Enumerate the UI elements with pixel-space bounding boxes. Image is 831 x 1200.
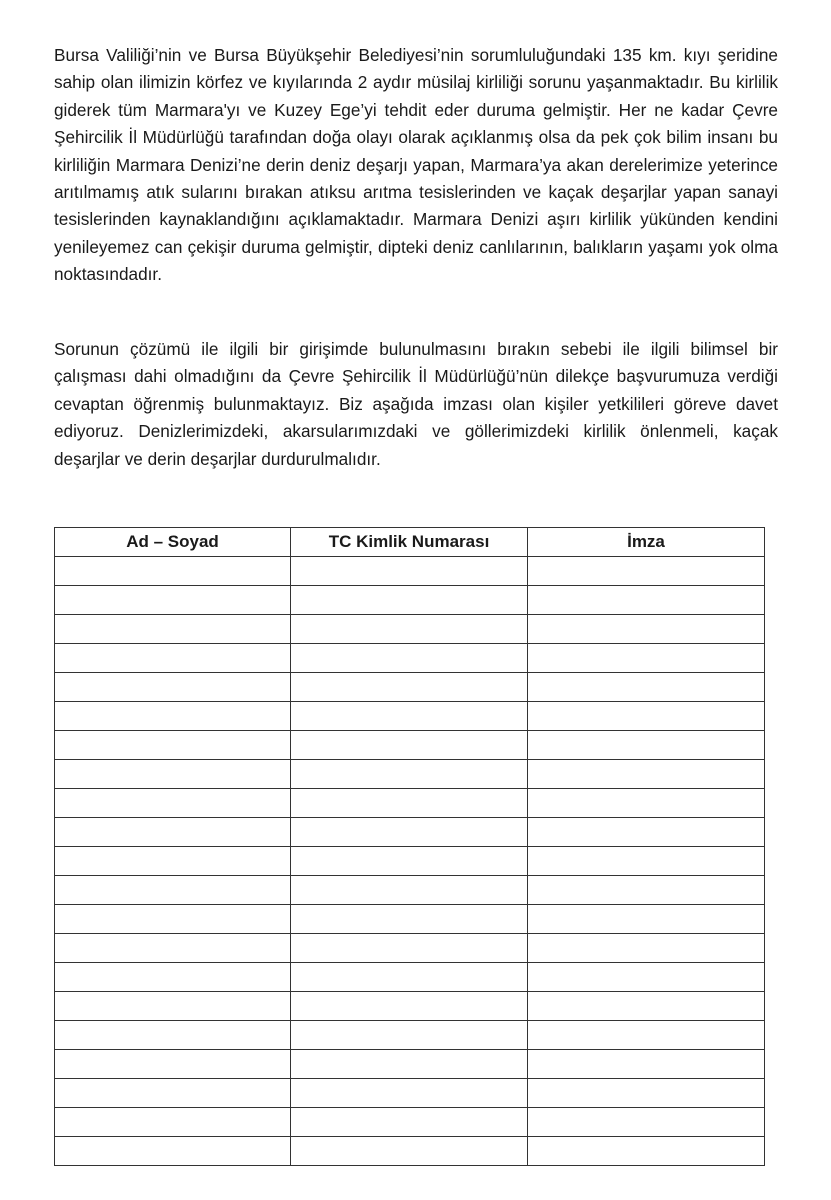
table-row	[55, 992, 765, 1021]
signature-table-body	[55, 557, 765, 1166]
table-row	[55, 1079, 765, 1108]
table-row	[55, 644, 765, 673]
cell-signature[interactable]	[528, 1108, 765, 1137]
cell-name-surname[interactable]	[55, 731, 291, 760]
cell-tc-id-number[interactable]	[291, 905, 528, 934]
table-row	[55, 963, 765, 992]
header-name-surname: Ad – Soyad	[55, 528, 291, 557]
cell-name-surname[interactable]	[55, 760, 291, 789]
cell-signature[interactable]	[528, 934, 765, 963]
table-row	[55, 818, 765, 847]
cell-signature[interactable]	[528, 673, 765, 702]
table-row	[55, 760, 765, 789]
table-row	[55, 1137, 765, 1166]
cell-tc-id-number[interactable]	[291, 1137, 528, 1166]
table-row	[55, 1108, 765, 1137]
cell-tc-id-number[interactable]	[291, 992, 528, 1021]
cell-name-surname[interactable]	[55, 905, 291, 934]
cell-name-surname[interactable]	[55, 644, 291, 673]
cell-tc-id-number[interactable]	[291, 818, 528, 847]
signature-table-header-row	[55, 528, 765, 557]
cell-tc-id-number[interactable]	[291, 760, 528, 789]
cell-tc-id-number[interactable]	[291, 1021, 528, 1050]
header-signature: İmza	[528, 528, 765, 557]
petition-paragraph-1: Bursa Valiliği’nin ve Bursa Büyükşehir Belediyesi’nin sorumluluğundaki 135 km. kıyı şeridine sahip olan ilimizin körfez ve kıyılarında 2 aydır müsilaj kirliliği sorunu yaşanmaktadır. Bu kirlilik giderek tüm Marmara'yı ve Kuzey Ege’yi tehdit eder duruma gelmiştir. Her ne kadar Çevre Şehircilik İl Müdürlüğü tarafından doğa olayı olarak açıklanmış olsa da pek çok bilim insanı bu kirliliğin Marmara Denizi’ne derin deniz deşarjı yapan, Marmara’ya akan derelerimize yeterince arıtılmamış atık sularını bırakan atıksu arıtma tesislerinden ve kaçak deşarjlar yapan sanayi tesislerinden kaynaklandığını açıklamaktadır. Marmara Denizi aşırı kirlilik yükünden kendini yenileyemez can çekişir duruma gelmiştir, dipteki deniz canlılarının, balıkların yaşamı yok olma noktasındadır.	[54, 45, 778, 285]
cell-name-surname[interactable]	[55, 963, 291, 992]
cell-tc-id-number[interactable]	[291, 963, 528, 992]
cell-tc-id-number[interactable]	[291, 702, 528, 731]
cell-tc-id-number[interactable]	[291, 934, 528, 963]
cell-signature[interactable]	[528, 557, 765, 586]
signature-table	[54, 527, 765, 1166]
cell-signature[interactable]	[528, 644, 765, 673]
cell-name-surname[interactable]	[55, 1021, 291, 1050]
table-row	[55, 905, 765, 934]
cell-name-surname[interactable]	[55, 992, 291, 1021]
table-row	[55, 731, 765, 760]
cell-name-surname[interactable]	[55, 673, 291, 702]
cell-tc-id-number[interactable]	[291, 557, 528, 586]
cell-signature[interactable]	[528, 789, 765, 818]
cell-signature[interactable]	[528, 731, 765, 760]
cell-signature[interactable]	[528, 905, 765, 934]
table-row	[55, 1021, 765, 1050]
cell-tc-id-number[interactable]	[291, 1079, 528, 1108]
cell-signature[interactable]	[528, 586, 765, 615]
table-row	[55, 876, 765, 905]
cell-tc-id-number[interactable]	[291, 731, 528, 760]
cell-name-surname[interactable]	[55, 789, 291, 818]
table-row	[55, 557, 765, 586]
cell-signature[interactable]	[528, 963, 765, 992]
cell-signature[interactable]	[528, 760, 765, 789]
cell-name-surname[interactable]	[55, 615, 291, 644]
cell-signature[interactable]	[528, 615, 765, 644]
cell-signature[interactable]	[528, 1050, 765, 1079]
cell-signature[interactable]	[528, 1079, 765, 1108]
cell-signature[interactable]	[528, 876, 765, 905]
table-row	[55, 673, 765, 702]
cell-signature[interactable]	[528, 1137, 765, 1166]
cell-signature[interactable]	[528, 992, 765, 1021]
cell-tc-id-number[interactable]	[291, 789, 528, 818]
cell-tc-id-number[interactable]	[291, 1050, 528, 1079]
cell-name-surname[interactable]	[55, 876, 291, 905]
table-row	[55, 1050, 765, 1079]
table-row	[55, 789, 765, 818]
cell-name-surname[interactable]	[55, 586, 291, 615]
cell-signature[interactable]	[528, 847, 765, 876]
cell-signature[interactable]	[528, 818, 765, 847]
cell-tc-id-number[interactable]	[291, 847, 528, 876]
cell-name-surname[interactable]	[55, 1050, 291, 1079]
cell-name-surname[interactable]	[55, 818, 291, 847]
cell-tc-id-number[interactable]	[291, 615, 528, 644]
table-row	[55, 702, 765, 731]
table-row	[55, 847, 765, 876]
cell-tc-id-number[interactable]	[291, 586, 528, 615]
cell-tc-id-number[interactable]	[291, 673, 528, 702]
table-row	[55, 934, 765, 963]
cell-name-surname[interactable]	[55, 1079, 291, 1108]
cell-name-surname[interactable]	[55, 934, 291, 963]
header-tc-id-number: TC Kimlik Numarası	[291, 528, 528, 557]
cell-tc-id-number[interactable]	[291, 1108, 528, 1137]
table-row	[55, 586, 765, 615]
cell-signature[interactable]	[528, 702, 765, 731]
cell-signature[interactable]	[528, 1021, 765, 1050]
cell-name-surname[interactable]	[55, 557, 291, 586]
cell-tc-id-number[interactable]	[291, 876, 528, 905]
cell-name-surname[interactable]	[55, 702, 291, 731]
cell-tc-id-number[interactable]	[291, 644, 528, 673]
cell-name-surname[interactable]	[55, 1137, 291, 1166]
table-row	[55, 615, 765, 644]
petition-paragraph-2: Sorunun çözümü ile ilgili bir girişimde bulunulmasını bırakın sebebi ile ilgili bilimsel bir çalışması dahi olmadığını da Çevre Şehircilik İl Müdürlüğü’nün dilekçe başvurumuza verdiği cevaptan öğrenmiş bulunmaktayız. Biz aşağıda imzası olan kişiler yetkilileri göreve davet ediyoruz. Denizlerimizdeki, akarsularımızdaki ve göllerimizdeki kirlilik önlenmeli, kaçak deşarjlar ve derin deşarjlar durdurulmalıdır.	[54, 339, 778, 469]
cell-name-surname[interactable]	[55, 1108, 291, 1137]
cell-name-surname[interactable]	[55, 847, 291, 876]
